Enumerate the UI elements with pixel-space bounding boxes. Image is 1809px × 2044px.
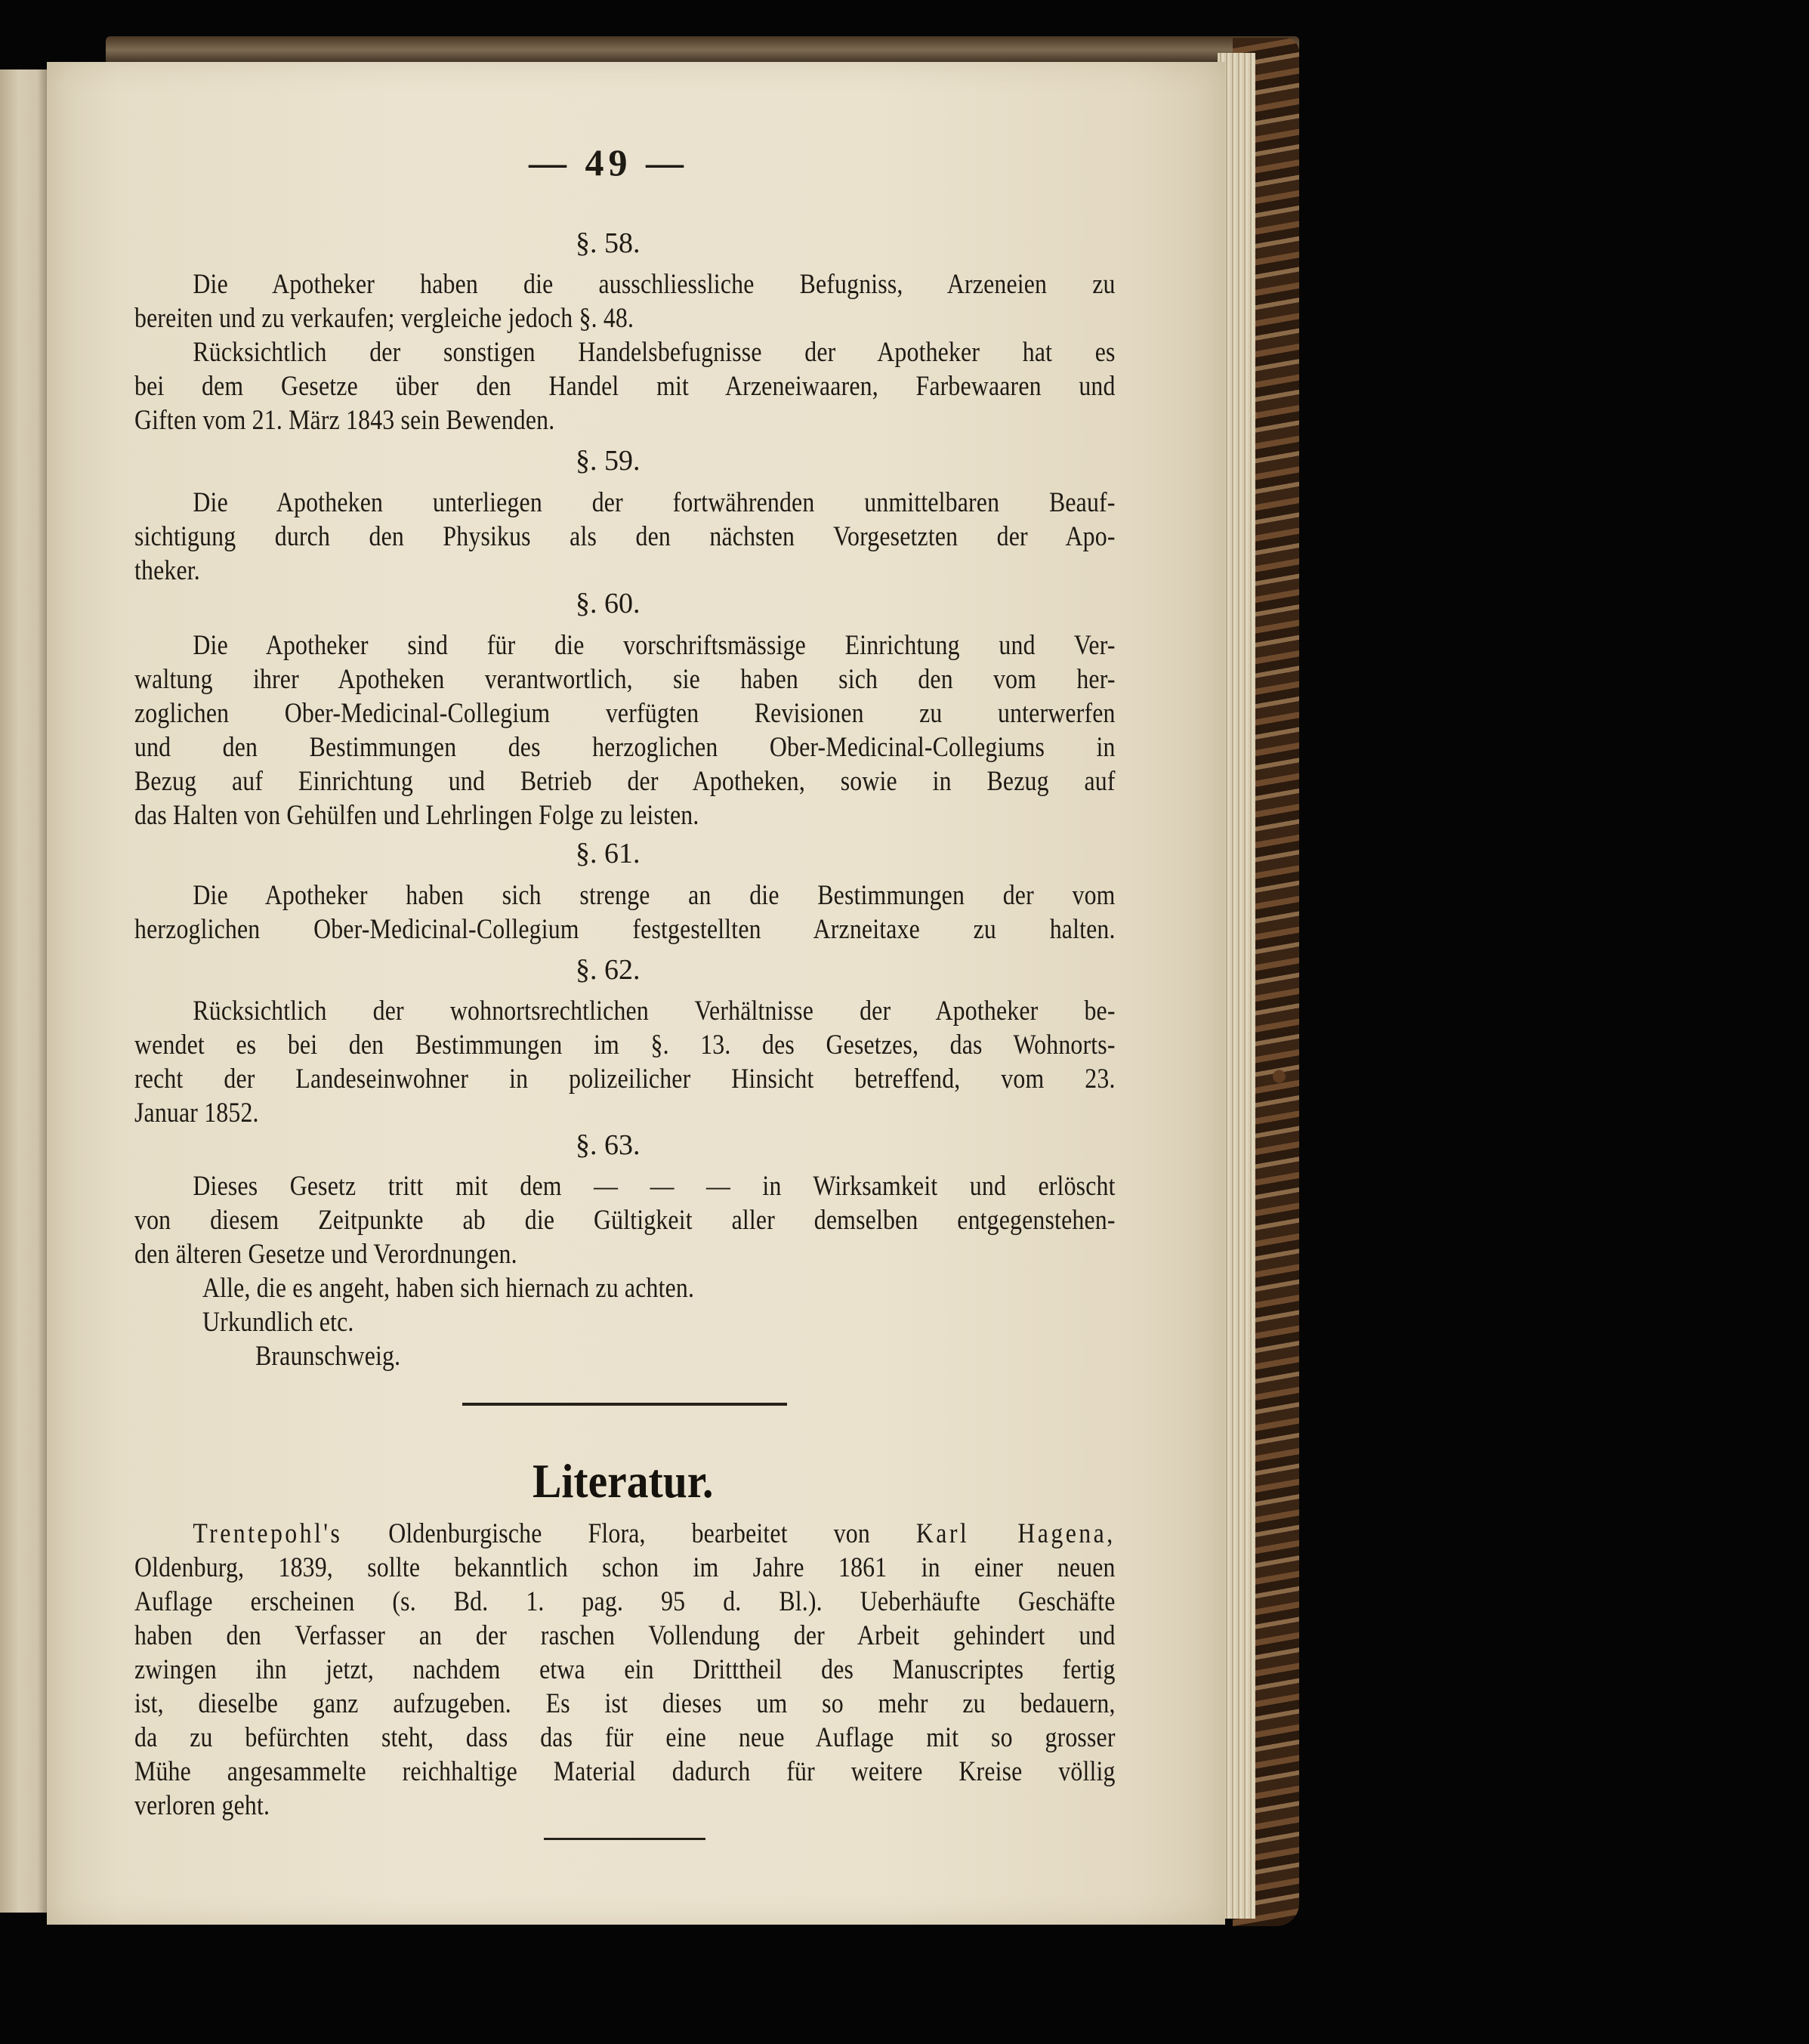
text-line: Die Apotheker sind für die vorschriftsmässige Einrichtung und Ver- [193, 630, 1116, 661]
text-line: haben den Verfasser an der raschen Vollendung der Arbeit gehindert und [134, 1620, 1116, 1651]
spaced-author-name: Karl Hagena, [915, 1518, 1116, 1549]
text-line: ist, dieselbe ganz aufzugeben. Es ist dieses um so mehr zu bedauern, [134, 1688, 1116, 1719]
section-60-text [134, 628, 1116, 832]
text-line: verloren geht. [134, 1790, 270, 1821]
text-line: und den Bestimmungen des herzoglichen Ober-Medicinal-Collegiums in [134, 732, 1116, 763]
text-line: Auflage erscheinen (s. Bd. 1. pag. 95 d. Bl.). Ueberhäufte Geschäfte [134, 1586, 1116, 1617]
section-58-text [134, 267, 1116, 437]
text-line: zoglichen Ober-Medicinal-Collegium verfügten Revisionen zu unterwerfen [134, 698, 1116, 729]
text-line: Giften vom 21. März 1843 sein Bewenden. [134, 405, 555, 436]
text-line: Januar 1852. [134, 1098, 259, 1129]
section-heading-62: §. 62. [576, 954, 641, 986]
section-divider-rule [462, 1403, 787, 1406]
text-line: Dieses Gesetz tritt mit dem — — — in Wirksamkeit und erlöscht [193, 1171, 1116, 1202]
section-61-text [134, 878, 1116, 946]
text-line: recht der Landeseinwohner in polizeilicher Hinsicht betreffend, vom 23. [134, 1064, 1116, 1095]
text-line: von diesem Zeitpunkte ab die Gültigkeit aller demselben entgegenstehen- [134, 1205, 1116, 1236]
text-fragment: Oldenburgische Flora, bearbeitet von [342, 1518, 916, 1549]
text-line: Bezug auf Einrichtung und Betrieb der Apotheken, sowie in Bezug auf [134, 766, 1116, 797]
closing-place: Braunschweig. [255, 1341, 401, 1372]
text-line: Oldenburg, 1839, sollte bekanntlich schon im Jahre 1861 in einer neuen [134, 1552, 1116, 1583]
section-62-text [134, 994, 1116, 1130]
text-line: theker. [134, 555, 200, 586]
text-line: waltung ihrer Apotheken verantwortlich, sie haben sich den vom her- [134, 664, 1116, 695]
text-line: bereiten und zu verkaufen; vergleiche jedoch §. 48. [134, 303, 634, 334]
text-line: da zu befürchten steht, dass das für eine neue Auflage mit so grosser [134, 1722, 1116, 1753]
text-line: wendet es bei den Bestimmungen im §. 13. des Gesetzes, das Wohnorts- [134, 1030, 1116, 1061]
text-line: Die Apotheken unterliegen der fortwährenden unmittelbaren Beauf- [193, 487, 1116, 518]
section-heading-63: §. 63. [576, 1129, 641, 1161]
page-number: — 49 — [529, 141, 688, 184]
text-line: Rücksichtlich der wohnortsrechtlichen Verhältnisse der Apotheker be- [193, 996, 1116, 1027]
literatur-text [134, 1517, 1116, 1823]
literatur-heading: Literatur. [533, 1454, 714, 1508]
section-heading-58: §. 58. [576, 227, 641, 259]
closing-urkundlich: Urkundlich etc. [202, 1307, 354, 1338]
text-line: Mühe angesammelte reichhaltige Material dadurch für weitere Kreise völlig [134, 1756, 1116, 1787]
section-heading-59: §. 59. [576, 445, 641, 477]
text-line: zwingen ihn jetzt, nachdem etwa ein Dritttheil des Manuscriptes fertig [134, 1654, 1116, 1685]
text-line: das Halten von Gehülfen und Lehrlingen Folge zu leisten. [134, 800, 699, 831]
section-59-text [134, 486, 1116, 588]
spaced-name-trentepohl: Trentepohl's [193, 1518, 343, 1549]
end-rule [544, 1838, 705, 1840]
text-line: Die Apotheker haben die ausschliessliche Befugniss, Arzeneien zu [193, 269, 1116, 300]
section-heading-61: §. 61. [576, 838, 641, 869]
text-line: Rücksichtlich der sonstigen Handelsbefugnisse der Apotheker hat es [193, 337, 1116, 368]
text-line: Die Apotheker haben sich strenge an die Bestimmungen der vom [193, 880, 1116, 911]
section-63-text [134, 1169, 1116, 1271]
text-line: sichtigung durch den Physikus als den nächsten Vorgesetzten der Apo- [134, 521, 1116, 552]
text-line [134, 1517, 1116, 1551]
text-line: den älteren Gesetze und Verordnungen. [134, 1239, 517, 1270]
closing-instruction: Alle, die es angeht, haben sich hiernach zu achten. [202, 1273, 695, 1304]
section-heading-60: §. 60. [576, 588, 641, 619]
previous-page-sliver [0, 69, 47, 1913]
text-line: bei dem Gesetze über den Handel mit Arzeneiwaaren, Farbewaaren und [134, 371, 1116, 402]
text-line: herzoglichen Ober-Medicinal-Collegium festgestellten Arzneitaxe zu halten. [134, 914, 1116, 945]
